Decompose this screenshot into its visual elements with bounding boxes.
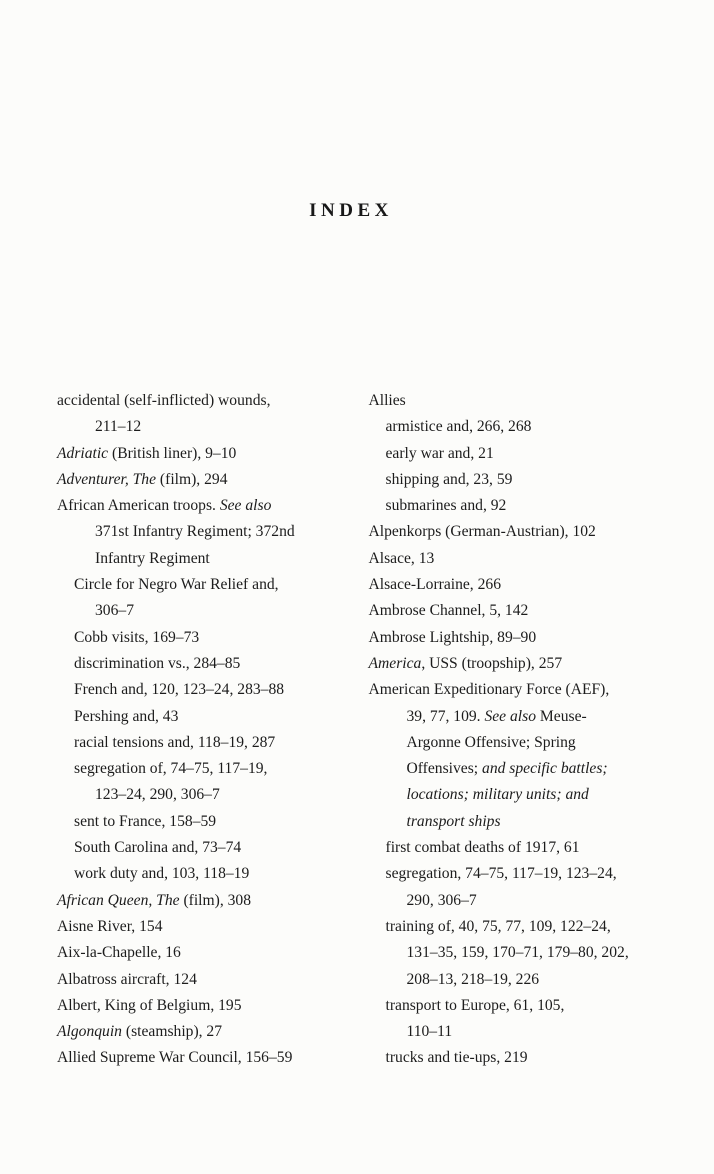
index-line: Alsace, 13 (368, 549, 435, 567)
index-line: 290, 306–7 (406, 891, 477, 909)
index-line: early war and, 21 (385, 444, 494, 462)
index-line: transport ships (406, 812, 501, 830)
index-line: sent to France, 158–59 (74, 812, 217, 830)
index-line: Allied Supreme War Council, 156–59 (57, 1049, 293, 1067)
index-line: shipping and, 23, 59 (385, 470, 513, 488)
index-line: discrimination vs., 284–85 (74, 654, 241, 672)
index-line: Offensives; and specific battles; (406, 760, 608, 778)
index-line: submarines and, 92 (385, 497, 507, 515)
index-line: transport to Europe, 61, 105, (385, 996, 565, 1014)
page-title: INDEX (309, 200, 393, 221)
index-line: first combat deaths of 1917, 61 (385, 839, 580, 857)
index-line: Argonne Offensive; Spring (406, 733, 576, 751)
index-line: Albatross aircraft, 124 (57, 970, 197, 988)
index-line: 110–11 (406, 1023, 453, 1041)
index-line: segregation of, 74–75, 117–19, (74, 760, 268, 778)
index-line: American Expeditionary Force (AEF), (368, 681, 610, 699)
index-line: Alsace-Lorraine, 266 (368, 576, 501, 594)
index-line: 208–13, 218–19, 226 (406, 970, 540, 988)
index-line: Allies (368, 392, 406, 409)
index-line: Albert, King of Belgium, 195 (57, 996, 242, 1014)
index-line: 123–24, 290, 306–7 (95, 786, 220, 804)
index-line: trucks and tie-ups, 219 (385, 1049, 528, 1067)
index-line: Ambrose Lightship, 89–90 (368, 628, 537, 646)
index-line: French and, 120, 123–24, 283–88 (74, 681, 285, 699)
index-line: 371st Infantry Regiment; 372nd (95, 523, 295, 541)
index-line: Adriatic (British liner), 9–10 (57, 444, 237, 462)
index-line: racial tensions and, 118–19, 287 (74, 733, 276, 751)
index-line: America, USS (troopship), 257 (368, 654, 563, 672)
index-line: Ambrose Channel, 5, 142 (368, 602, 529, 620)
index-line: 306–7 (95, 602, 134, 620)
index-line: locations; military units; and (406, 786, 589, 804)
index-column (369, 388, 665, 1072)
index-line: African Queen, The (film), 308 (57, 891, 252, 909)
index-line: Aisne River, 154 (57, 917, 163, 935)
index-line: armistice and, 266, 268 (385, 418, 532, 436)
index-line: Pershing and, 43 (74, 707, 179, 725)
index-line: Algonquin (steamship), 27 (57, 1023, 223, 1041)
index-line: 211–12 (95, 418, 142, 436)
index-columns (57, 388, 664, 1072)
index-line: 131–35, 159, 170–71, 179–80, 202, (406, 944, 629, 962)
index-line: Alpenkorps (German-Austrian), 102 (368, 523, 596, 541)
index-line: Circle for Negro War Relief and, (74, 576, 279, 594)
index-line: 39, 77, 109. See also Meuse- (406, 707, 587, 725)
index-column (57, 388, 353, 1072)
index-line: training of, 40, 75, 77, 109, 122–24, (385, 917, 611, 935)
index-line: Cobb visits, 169–73 (74, 628, 200, 646)
index-line: segregation, 74–75, 117–19, 123–24, (385, 865, 617, 883)
index-line: Aix-la-Chapelle, 16 (57, 944, 181, 962)
index-line: work duty and, 103, 118–19 (74, 865, 250, 883)
index-line: African American troops. See also (57, 497, 272, 515)
index-line: accidental (self-inflicted) wounds, (57, 392, 271, 409)
index-line: Adventurer, The (film), 294 (57, 470, 228, 488)
index-line: South Carolina and, 73–74 (74, 839, 242, 857)
index-line: Infantry Regiment (95, 549, 210, 567)
